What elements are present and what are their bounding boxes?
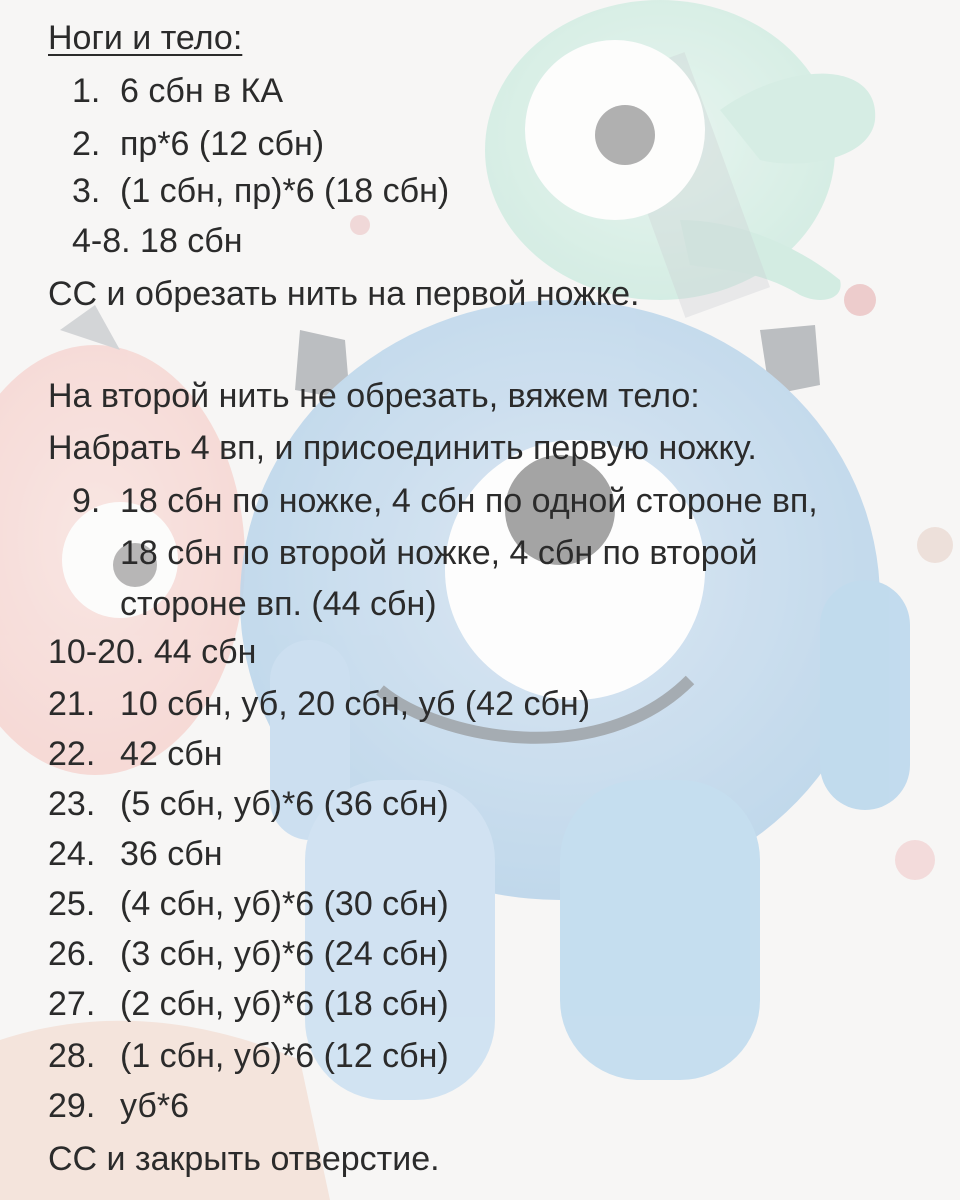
- row-number: 27.: [48, 985, 96, 1023]
- rows-range-body: 10-20. 44 сбн: [48, 633, 257, 671]
- row-number: 9.: [72, 482, 101, 520]
- row-text-continued: стороне вп. (44 сбн): [120, 585, 437, 623]
- list-item: [48, 728, 223, 781]
- list-item: [48, 678, 590, 731]
- row-number: 29.: [48, 1087, 96, 1125]
- row-number: 24.: [48, 835, 96, 873]
- row-text: 42 сбн: [120, 735, 223, 773]
- row-number: 21.: [48, 685, 96, 723]
- row-number: 28.: [48, 1037, 96, 1075]
- row-text: (5 сбн, уб)*6 (36 сбн): [120, 785, 449, 823]
- section-title: Ноги и тело:: [48, 19, 243, 57]
- legs-finish-note: СС и обрезать нить на первой ножке.: [48, 275, 640, 313]
- list-item: [72, 165, 449, 218]
- row-text: 36 сбн: [120, 835, 223, 873]
- row-number: 22.: [48, 735, 96, 773]
- row-text: 6 сбн в КА: [120, 72, 284, 110]
- row-text: 10 сбн, уб, 20 сбн, уб (42 сбн): [120, 685, 591, 723]
- list-item: [48, 928, 449, 981]
- list-item: [48, 978, 449, 1031]
- row-number: 23.: [48, 785, 96, 823]
- list-item: [72, 65, 283, 118]
- list-item: [72, 118, 324, 171]
- row-text: (1 сбн, уб)*6 (12 сбн): [120, 1037, 449, 1075]
- list-item: [48, 828, 223, 881]
- list-item: [48, 1030, 449, 1083]
- row-text: уб*6: [120, 1087, 189, 1125]
- row-text: пр*6 (12 сбн): [120, 125, 325, 163]
- list-item: [48, 878, 449, 931]
- final-note: СС и закрыть отверстие.: [48, 1140, 440, 1178]
- row-number: 25.: [48, 885, 96, 923]
- list-item: [48, 778, 449, 831]
- row-text: (4 сбн, уб)*6 (30 сбн): [120, 885, 449, 923]
- row-text: 18 сбн по ножке, 4 сбн по одной стороне вп,: [120, 482, 818, 520]
- list-item: [48, 1080, 189, 1133]
- list-item: [72, 475, 818, 528]
- row-number: 1.: [72, 72, 101, 110]
- body-intro-line: Набрать 4 вп, и присоединить первую ножку.: [48, 429, 757, 467]
- row-number: 3.: [72, 172, 101, 210]
- row-text: (1 сбн, пр)*6 (18 сбн): [120, 172, 450, 210]
- row-text-continued: 18 сбн по второй ножке, 4 сбн по второй: [120, 534, 758, 572]
- rows-range-legs: 4-8. 18 сбн: [72, 222, 243, 260]
- row-number: 2.: [72, 125, 101, 163]
- row-number: 26.: [48, 935, 96, 973]
- body-intro-line: На второй нить не обрезать, вяжем тело:: [48, 377, 700, 415]
- row-text: (2 сбн, уб)*6 (18 сбн): [120, 985, 449, 1023]
- row-text: (3 сбн, уб)*6 (24 сбн): [120, 935, 449, 973]
